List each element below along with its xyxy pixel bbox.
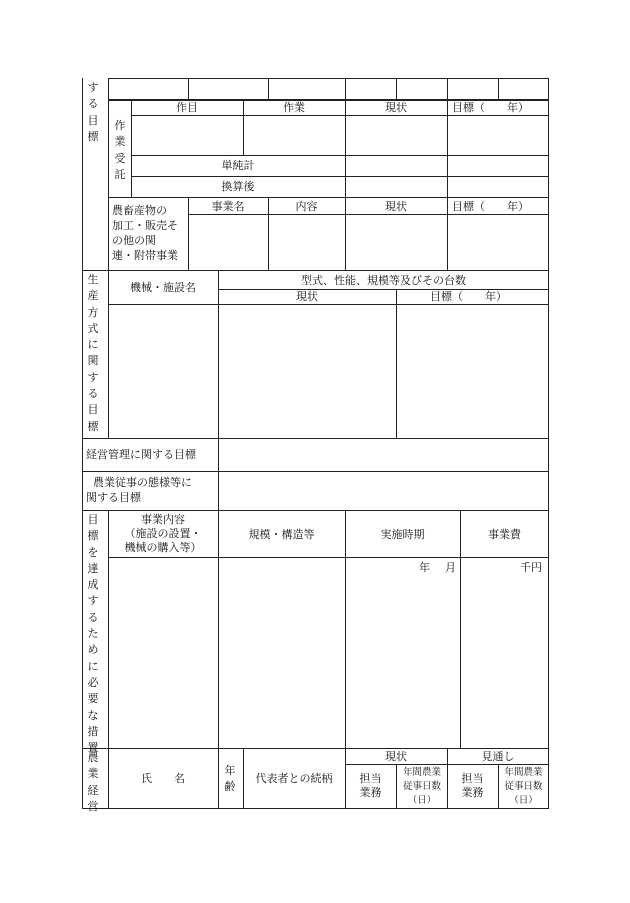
- converted-label: 換算後: [221, 180, 255, 193]
- sec1-inner-left: [108, 78, 109, 270]
- header-crop: 作目: [176, 101, 198, 114]
- name-header: 氏 名: [141, 772, 185, 785]
- cost-header: 事業費: [488, 528, 521, 541]
- target-input-cell[interactable]: [448, 116, 548, 155]
- measures-content-input-cell[interactable]: [109, 558, 218, 748]
- current-input-cell[interactable]: [346, 116, 447, 155]
- duty-header-forecast: 担当 業務: [461, 772, 484, 799]
- processing-label: 農畜産物の 加工・販売そ の他の関 連・附帯事業: [112, 204, 178, 262]
- period-header: 実施時期: [380, 528, 425, 541]
- right-border: [548, 78, 549, 808]
- cost-unit: 千円: [520, 561, 542, 574]
- workforce-label: 農業経営: [87, 751, 99, 813]
- header-current: 現状: [385, 101, 407, 114]
- header-work: 作業: [283, 101, 305, 114]
- scale-header: 規模・構造等: [248, 528, 315, 541]
- crop-input-cell[interactable]: [132, 116, 243, 155]
- machine-name-header: 機械・施設名: [130, 281, 196, 294]
- bottom-line: [82, 808, 549, 809]
- employment-goal-input-cell[interactable]: [219, 472, 548, 510]
- relation-header: 代表者との続柄: [255, 772, 333, 785]
- measures-label: 目標を達成するために必要な措置: [87, 513, 99, 755]
- month-unit: 月: [445, 561, 456, 574]
- left-border: [82, 78, 83, 808]
- production-current: 現状: [296, 290, 318, 303]
- workforce-current: 現状: [385, 750, 407, 763]
- section-divider: [82, 270, 549, 271]
- header-target: 目標（ 年）: [452, 101, 529, 114]
- year-unit: 年: [419, 561, 430, 574]
- employment-goal-label: 農業従事の態様等に 関する目標: [86, 476, 192, 504]
- age-header: 年齢: [224, 764, 236, 794]
- top-line: [108, 78, 549, 79]
- work-input-cell[interactable]: [244, 116, 345, 155]
- subsidiary-label: 作業受託: [114, 119, 126, 181]
- header-processing-current: 現状: [385, 200, 407, 213]
- production-target: 目標（ 年）: [430, 290, 507, 303]
- section1-label: する目標: [87, 81, 99, 143]
- machine-target-input-cell[interactable]: [397, 305, 548, 438]
- days-header-forecast: 年間農業 従事日数 （日）: [504, 767, 543, 806]
- days-header-current: 年間農業 従事日数 （日）: [402, 767, 441, 806]
- content-input-cell[interactable]: [269, 215, 345, 270]
- workforce-forecast: 見通し: [481, 750, 515, 763]
- simple-total-label: 単純計: [221, 159, 255, 172]
- machine-current-input-cell[interactable]: [219, 305, 396, 438]
- production-label: 生産方式に関する目標: [87, 273, 99, 433]
- header-content: 内容: [295, 200, 318, 213]
- header-business-name: 事業名: [211, 200, 245, 213]
- machine-name-input-cell[interactable]: [109, 305, 218, 438]
- spec-header: 型式、性能、規模等及びその台数: [301, 274, 466, 287]
- measures-scale-input-cell[interactable]: [219, 558, 345, 748]
- header-processing-target: 目標（ 年）: [452, 200, 529, 213]
- management-goal-label: 経営管理に関する目標: [86, 448, 196, 461]
- duty-header-current: 担当 業務: [359, 772, 382, 799]
- content-header: 事業内容 （施設の設置・ 機械の購入等）: [124, 513, 202, 554]
- business-name-input-cell[interactable]: [189, 215, 268, 270]
- management-goal-input-cell[interactable]: [219, 439, 548, 471]
